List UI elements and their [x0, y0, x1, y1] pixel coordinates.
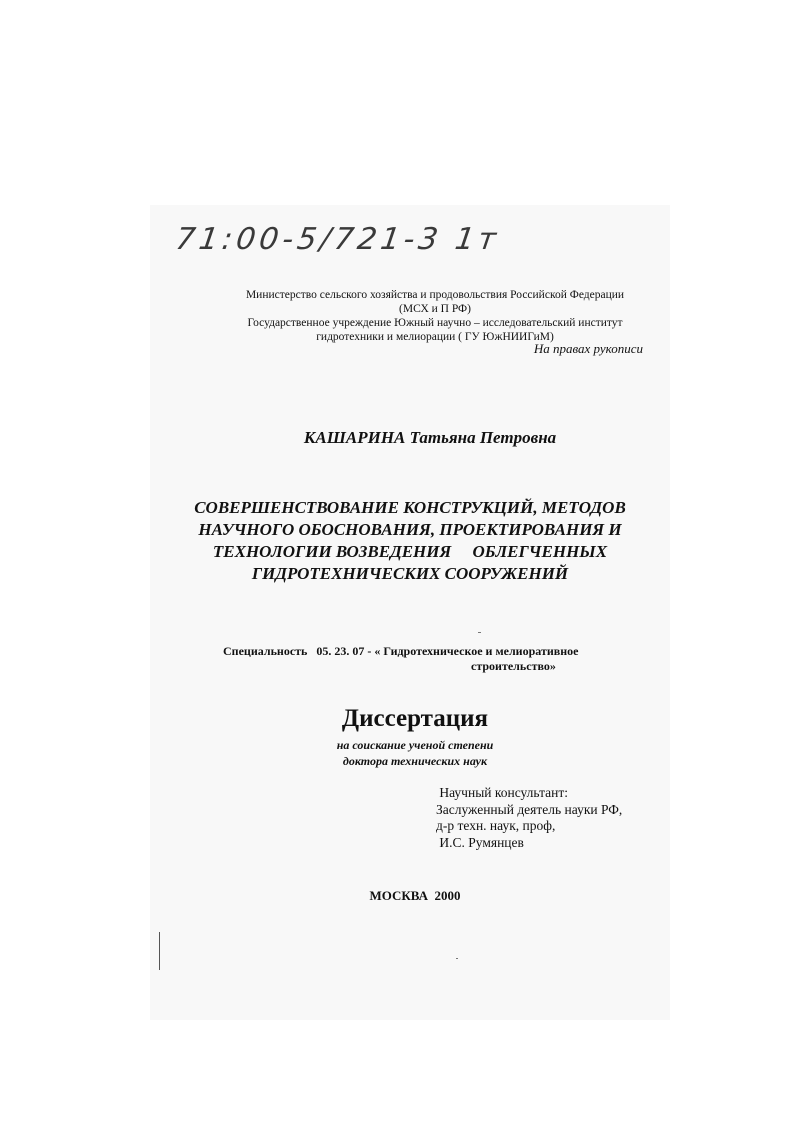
ministry-header [210, 288, 660, 344]
degree [250, 737, 580, 769]
rights-note: На правах рукописи [533, 341, 643, 356]
specialty-line-1: Специальность 05. 23. 07 - « Гидротехническое и мелиоративное [223, 644, 579, 658]
degree-line: доктора технических наук [342, 754, 488, 768]
ministry-line: гидротехники и мелиорации ( ГУ ЮжНИИГиМ) [316, 331, 554, 343]
degree-line: на соискание ученой степени [336, 738, 494, 752]
title-line: ГИДРОТЕХНИЧЕСКИХ СООРУЖЕНИЙ [251, 564, 569, 583]
city-year: МОСКВА 2000 [369, 888, 461, 903]
title-line: ТЕХНОЛОГИИ ВОЗВЕДЕНИЯ ОБЛЕГЧЕННЫХ [212, 542, 608, 561]
title-line: НАУЧНОГО ОБОСНОВАНИЯ, ПРОЕКТИРОВАНИЯ И [198, 520, 622, 539]
ministry-line: (МСХ и П РФ) [399, 303, 471, 315]
scan-speck [456, 958, 458, 959]
scan-speck [478, 632, 481, 633]
scientific-consultant [436, 785, 666, 851]
specialty [223, 644, 643, 674]
ministry-line: Министерство сельского хозяйства и продовольствия Российской Федерации [245, 289, 625, 301]
author-name: КАШАРИНА Татьяна Петровна [303, 428, 557, 447]
consultant-line: И.С. Румянцев [436, 834, 524, 850]
title-line: СОВЕРШЕНСТВОВАНИЕ КОНСТРУКЦИЙ, МЕТОДОВ [194, 498, 626, 517]
scan-margin-line [159, 932, 160, 970]
consultant-line: д-р техн. наук, проф, [436, 818, 556, 833]
specialty-line-2: строительство» [471, 659, 556, 673]
consultant-line: Научный консультант: [436, 785, 568, 800]
dissertation-title [150, 497, 670, 585]
archive-mark: 71:00-5/721-3 1т [173, 222, 503, 257]
document-type: Диссертация [341, 705, 489, 732]
ministry-line: Государственное учреждение Южный научно – исследовательский институт [247, 317, 623, 329]
consultant-line: Заслуженный деятель науки РФ, [436, 801, 623, 817]
